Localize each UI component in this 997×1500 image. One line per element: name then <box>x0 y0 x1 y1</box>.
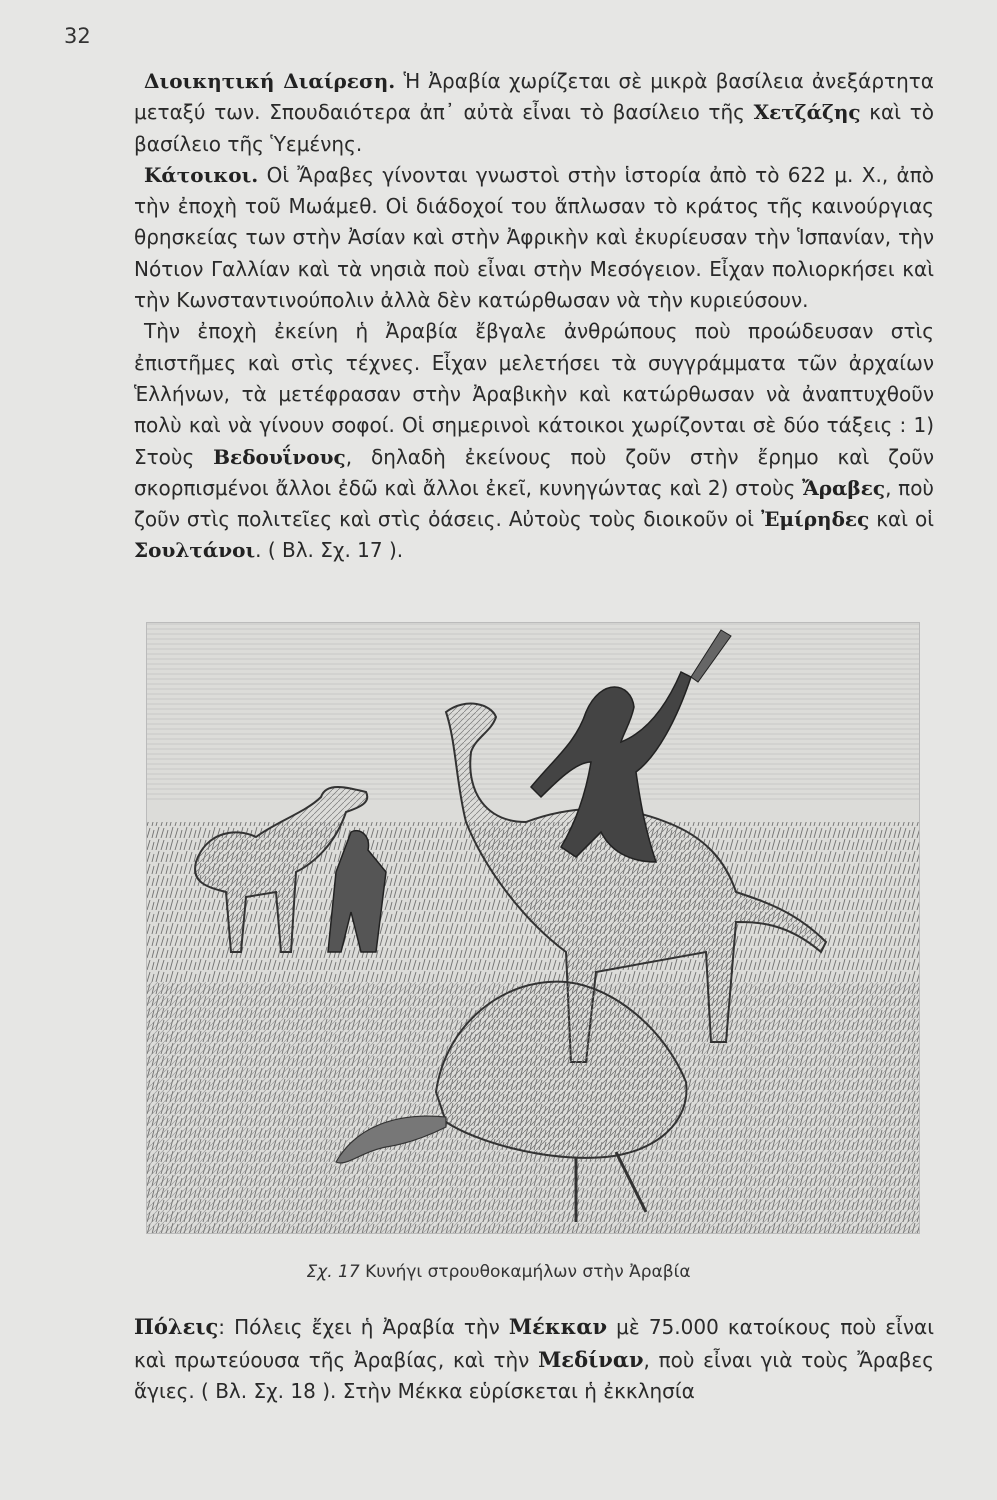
bold-term-hejaz: Χετζάζης <box>753 100 861 125</box>
bold-term-bedouins: Βεδουΐνους <box>213 444 346 469</box>
heading-inhabitants: Κάτοικοι. <box>144 162 259 187</box>
caption-number: Σχ. 17 <box>306 1262 360 1282</box>
caption-text: Κυνήγι στρουθοκαμήλων στὴν Ἀραβία <box>359 1262 691 1282</box>
figure-ostrich-hunt <box>146 622 920 1234</box>
paragraph-administrative-division <box>134 66 934 160</box>
paragraph-text: Ἡ Ἀραβία χωρίζεται σὲ μικρὰ βασίλεια ἀνεξάρτητα μεταξύ των. Σπουδαιότερα ἀπ᾿ αὐτὰ εἶναι τὸ βασίλειο τῆς <box>134 69 934 125</box>
paragraph-text: , ποὺ ζοῦν στὶς πολιτεῖες καὶ στὶς ὀάσεις. Αὐτοὺς τοὺς διοικοῦν οἱ <box>134 475 934 532</box>
bold-term-arabs: Ἄραβες <box>802 475 886 500</box>
paragraph-text: . ( Βλ. Σχ. 17 ). <box>255 538 404 563</box>
paragraph-text: : Πόλεις ἔχει ἡ Ἀραβία τὴν <box>218 1315 509 1339</box>
bold-term-sultans: Σουλτάνοι <box>134 538 256 563</box>
figure-caption <box>0 1262 997 1282</box>
paragraph-text: καὶ τὸ βασίλειο τῆς Ὑεμένης. <box>134 100 935 156</box>
paragraph-cities-text <box>134 1311 934 1408</box>
paragraph-text: , δηλαδὴ ἐκείνους ποὺ ζοῦν στὴν ἔρημο καὶ ζοῦν σκορπισμένοι ἄλλοι ἐδῶ καὶ ἄλλοι ἐκεῖ, κυνηγώντας καὶ 2) στοὺς <box>134 444 934 500</box>
paragraph-text: μὲ 75.000 κατοίκους ποὺ εἶναι καὶ πρωτεύουσα τῆς Ἀραβίας, καὶ τὴν <box>134 1315 935 1372</box>
paragraph-text: καὶ οἱ <box>869 507 934 532</box>
paragraph-cities <box>134 1311 934 1408</box>
body-text <box>134 66 934 567</box>
page-number: 32 <box>64 24 91 48</box>
paragraph-inhabitants <box>134 160 934 316</box>
bold-term-mecca: Μέκκαν <box>508 1314 608 1339</box>
bold-term-emirs: Ἐμίρηδες <box>761 507 870 532</box>
paragraph-text: Οἱ Ἄραβες γίνονται γνωστοὶ στὴν ἱστορία ἀπὸ τὸ 622 μ. Χ., ἀπὸ τὴν ἐποχὴ τοῦ Μωάμεθ. Οἱ διάδοχοί του ἅπλωσαν τὸ κράτος τῆς καινούργιας θρησκείας των στὴν Ἀσίαν καὶ στὴν Ἀφρικὴν καὶ ἐκυρίευσαν τὴν Ἱσπανίαν, τὴν Νότιον Γαλλίαν καὶ τὰ νησιὰ ποὺ εἶναι στὴν Μεσόγειον. Εἶχαν πολιορκήσει καὶ τὴν Κωνσταντινούπολιν ἀλλὰ δὲν κατώρθωσαν νὰ τὴν κυριεύσουν. <box>134 162 934 313</box>
bold-term-medina: Μεδίναν <box>538 1346 644 1372</box>
heading-cities: Πόλεις <box>134 1314 219 1339</box>
paragraph-text: , ποὺ εἶναι γιὰ τοὺς Ἄραβες ἅγιες. ( Βλ. Σχ. 18 ). Στὴν Μέκκα εὑρίσκεται ἡ ἐκκλησία <box>134 1347 934 1403</box>
engraving-illustration <box>146 622 920 1234</box>
heading-administrative-division: Διοικητική Διαίρεση. <box>144 69 396 93</box>
paragraph-text: Τὴν ἐποχὴ ἐκείνη ἡ Ἀραβία ἔβγαλε ἀνθρώπους ποὺ προώδευσαν στὶς ἐπιστῆμες καὶ στὶς τέχνες. Εἶχαν μελετήσει τὰ συγγράμματα τῶν ἀρχαίων Ἑλλήνων, τὰ μετέφρασαν στὴν Ἀραβικὴν καὶ κατώρθωσαν νὰ ἀναπτυχθοῦν πολὺ καὶ νὰ γίνουν σοφοί. Οἱ σημερινοὶ κάτοικοι χωρίζονται σὲ δύο τάξεις : 1) Στοὺς <box>134 319 934 469</box>
paragraph-era <box>134 316 934 566</box>
